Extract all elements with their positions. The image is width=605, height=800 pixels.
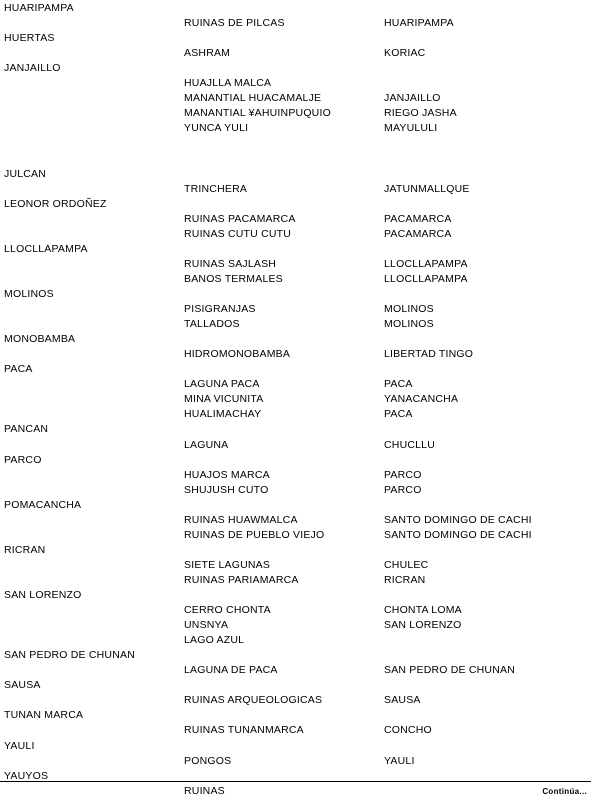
resource-name: BANOS TERMALES <box>184 272 283 285</box>
location-name: KORIAC <box>384 47 426 60</box>
location-name: PARCO <box>384 483 422 496</box>
location-name: SANTO DOMINGO DE CACHI <box>384 513 532 526</box>
resource-name: RUINAS TUNANMARCA <box>184 724 304 737</box>
resource-name: RUINAS DE PUEBLO VIEJO <box>184 528 325 541</box>
location-name: LIBERTAD TINGO <box>384 348 474 361</box>
district-name: YAUYOS <box>4 769 49 782</box>
resource-name: RUINAS HUAWMALCA <box>184 513 298 526</box>
resource-name: HUALIMACHAY <box>184 408 262 421</box>
resource-name: RUINAS PARIAMARCA <box>184 573 299 586</box>
district-name: LLOCLLAPAMPA <box>4 242 88 255</box>
location-name: PACAMARCA <box>384 212 452 225</box>
district-name: HUARIPAMPA <box>4 2 74 14</box>
location-name: JANJAILLO <box>384 92 441 105</box>
district-name: JANJAILLO <box>4 62 61 75</box>
resource-name: HUAJLLA MALCA <box>184 77 272 90</box>
location-name: PARCO <box>384 468 422 481</box>
resource-name: RUINAS DE PILCAS <box>184 17 285 30</box>
district-name: PANCAN <box>4 423 49 436</box>
resource-name: HUAJOS MARCA <box>184 468 270 481</box>
resource-name: TALLADOS <box>184 318 240 331</box>
resource-name: RUINAS PACAMARCA <box>184 212 296 225</box>
location-name: RIEGO JASHA <box>384 107 457 120</box>
resource-name: SHUJUSH CUTO <box>184 483 269 496</box>
district-name: SAN PEDRO DE CHUNAN <box>4 649 135 662</box>
location-name: LLOCLLAPAMPA <box>384 272 468 285</box>
resource-name: HIDROMONOBAMBA <box>184 348 291 361</box>
location-name: LLOCLLAPAMPA <box>384 257 468 270</box>
district-name: SAUSA <box>4 679 41 692</box>
location-name: PACAMARCA <box>384 227 452 240</box>
district-name: TUNAN MARCA <box>4 709 84 722</box>
resource-name: LAGUNA DE PACA <box>184 664 278 677</box>
location-name: MOLINOS <box>384 303 434 315</box>
resource-name: LAGO AZUL <box>184 634 245 647</box>
location-name: MOLINOS <box>384 318 434 331</box>
district-name: POMACANCHA <box>4 498 82 511</box>
resource-name: CERRO CHONTA <box>184 604 271 616</box>
district-name: RICRAN <box>4 543 46 556</box>
district-name: PARCO <box>4 453 42 466</box>
resource-name: RUINAS <box>184 784 225 797</box>
location-name: PACA <box>384 408 413 421</box>
location-name: CHUCLLU <box>384 438 435 451</box>
resource-name: RUINAS SAJLASH <box>184 257 277 270</box>
district-name: MOLINOS <box>4 287 54 300</box>
location-name: RICRAN <box>384 573 426 586</box>
resource-name: PISIGRANJAS <box>184 303 256 315</box>
resource-name: LAGUNA <box>184 438 229 451</box>
location-name: SAUSA <box>384 694 421 707</box>
location-name: CONCHO <box>384 724 432 737</box>
district-name: LEONOR ORDOÑEZ <box>4 197 107 210</box>
location-name: YAULI <box>384 754 415 767</box>
location-name: SAN PEDRO DE CHUNAN <box>384 664 515 677</box>
district-name: YAULI <box>4 739 35 752</box>
location-name: CHONTA LOMA <box>384 604 462 616</box>
resource-name: UNSNYA <box>184 619 229 632</box>
resource-name: MANANTIAL HUACAMALJE <box>184 92 322 105</box>
resource-name: MINA VICUNITA <box>184 393 264 406</box>
location-name: JATUNMALLQUE <box>384 182 470 195</box>
resource-name: MANANTIAL ¥AHUINPUQUIO <box>184 107 331 120</box>
location-name: MAYULULI <box>384 122 438 135</box>
resource-name: RUINAS ARQUEOLOGICAS <box>184 694 323 707</box>
resource-name: ASHRAM <box>184 47 231 60</box>
district-name: PACA <box>4 363 33 376</box>
resource-name: SIETE LAGUNAS <box>184 558 271 571</box>
location-name: SANTO DOMINGO DE CACHI <box>384 528 532 541</box>
resource-name: RUINAS CUTU CUTU <box>184 227 292 240</box>
location-name: CHULEC <box>384 558 429 571</box>
location-name: PACA <box>384 378 413 391</box>
district-name: JULCAN <box>4 167 47 180</box>
location-name: HUARIPAMPA <box>384 17 454 30</box>
resource-name: TRINCHERA <box>184 182 248 195</box>
resource-name: LAGUNA PACA <box>184 378 260 391</box>
resource-name: YUNCA YULI <box>184 122 249 135</box>
continue-label: Continúa... <box>542 787 587 796</box>
resource-name: PONGOS <box>184 754 232 767</box>
district-name: MONOBAMBA <box>4 333 76 346</box>
district-name: HUERTAS <box>4 32 55 45</box>
location-name: YANACANCHA <box>384 393 459 406</box>
district-name: SAN LORENZO <box>4 589 82 601</box>
location-name: SAN LORENZO <box>384 619 462 632</box>
footer-rule <box>0 781 591 782</box>
